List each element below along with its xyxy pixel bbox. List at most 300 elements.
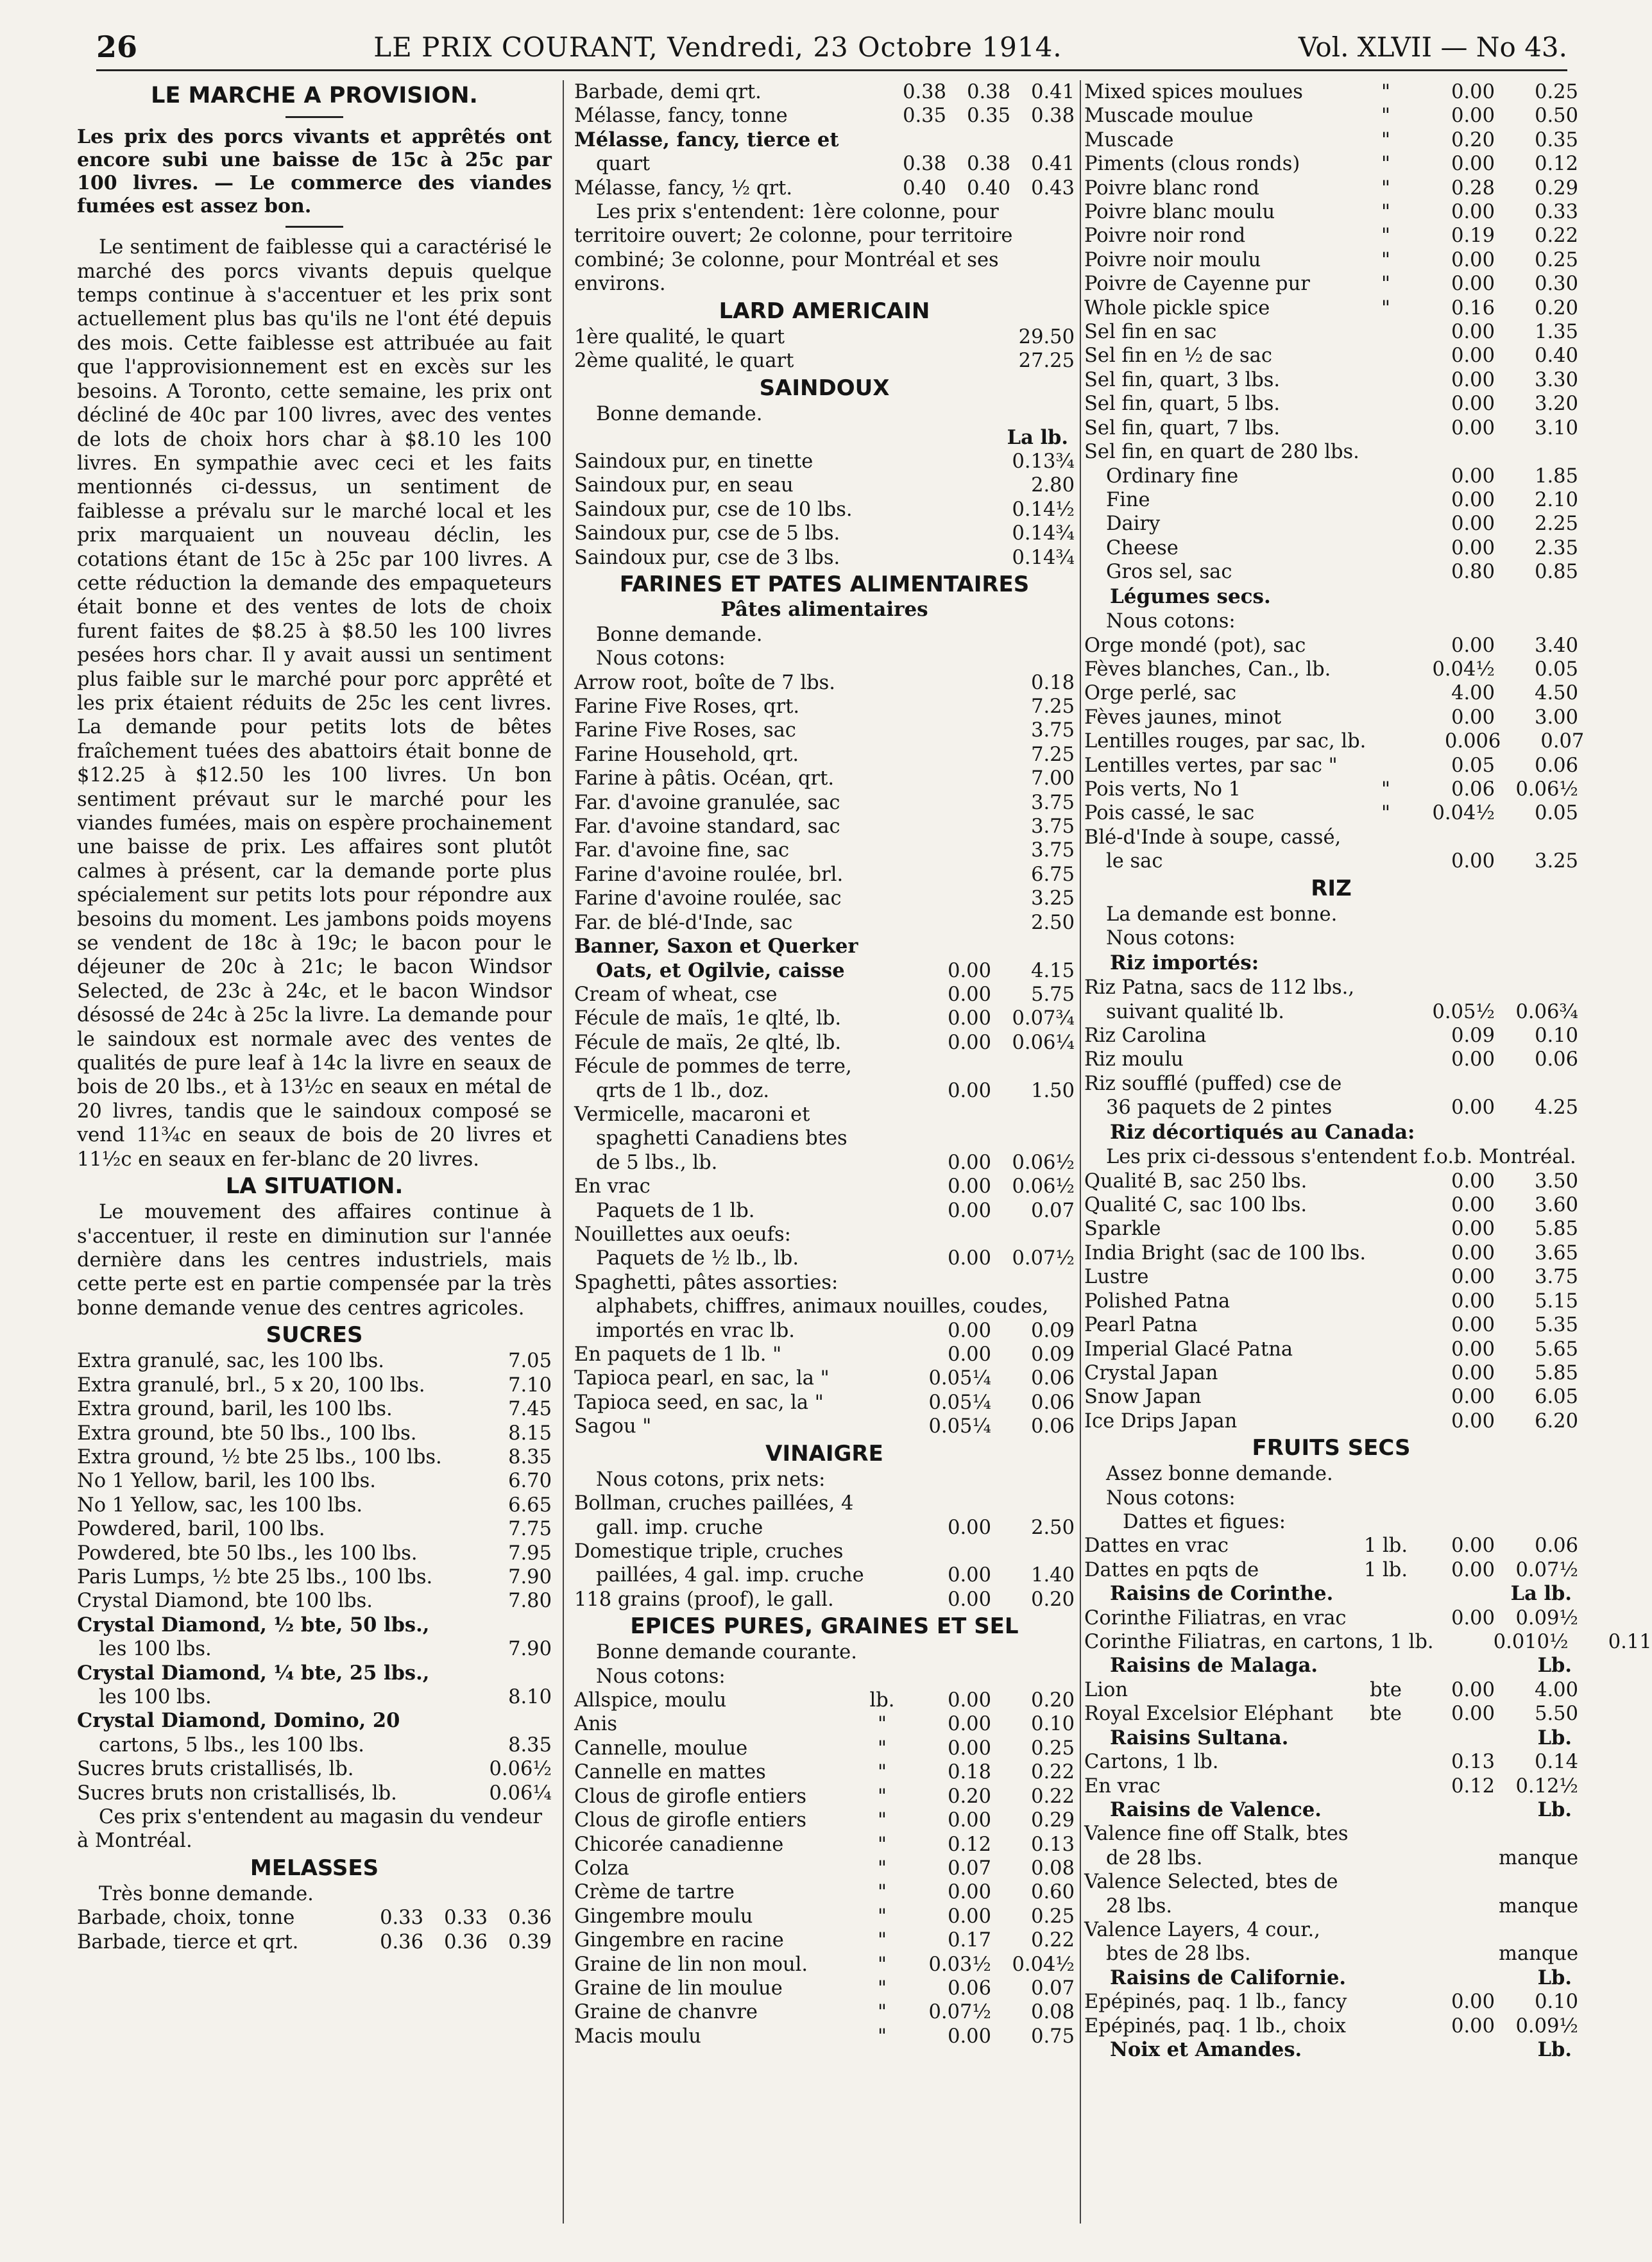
price-row — [574, 450, 1075, 473]
price-min: 0.19 — [1451, 225, 1495, 248]
item-unit: " — [1381, 176, 1391, 200]
price-min: 0.00 — [948, 1905, 991, 1928]
price-col-1 — [882, 128, 946, 152]
item-label: Crystal Diamond, ½ bte, 50 lbs., — [77, 1613, 430, 1637]
price-row — [77, 1469, 552, 1493]
price-max: 1.40 — [1031, 1564, 1075, 1587]
price-row — [77, 1757, 552, 1781]
item-label: qrts de 1 lb., doz. — [596, 1079, 770, 1102]
price-max: 0.13 — [1031, 1833, 1075, 1856]
price-min — [908, 1103, 991, 1127]
fruits-note-2: Nous cotons: — [1106, 1486, 1236, 1509]
page-header — [96, 24, 1567, 71]
price-col-1: 0.38 — [903, 81, 946, 103]
epices-note: Bonne demande courante. — [596, 1641, 857, 1664]
item-label: Riz soufflé (puffed) cse de — [1084, 1072, 1342, 1095]
item-label: Farine Five Roses, sac — [574, 719, 796, 742]
price-max: 0.22 — [1031, 1761, 1075, 1784]
price-max: 0.07 — [1031, 1199, 1075, 1222]
item-label: Sel fin, quart, 5 lbs. — [1084, 393, 1281, 416]
price-min: 0.00 — [1451, 368, 1495, 391]
noix-heading: Noix et Amandes. — [1110, 2037, 1302, 2061]
vinaigre-table — [574, 1492, 1075, 1611]
price-min: 0.006 — [1445, 730, 1501, 753]
price-row — [1084, 440, 1578, 464]
price-row — [1084, 778, 1578, 801]
price-row — [1084, 80, 1578, 104]
price-min: 0.06 — [948, 1977, 991, 2000]
price-row — [77, 1589, 552, 1613]
price-value: 0.14¾ — [1012, 546, 1075, 569]
price-row — [1084, 296, 1578, 320]
price-value: 0.13¾ — [1012, 450, 1075, 473]
price-min — [908, 743, 991, 767]
price-row — [574, 176, 1075, 200]
farines-heading: FARINES ET PATES ALIMENTAIRES — [619, 572, 1030, 598]
price-row — [574, 152, 1075, 176]
price-min: 0.00 — [1451, 1703, 1495, 1726]
price-row — [574, 325, 1075, 349]
price-value: 0.14¾ — [1012, 522, 1075, 545]
item-unit — [1360, 464, 1411, 488]
price-min — [908, 863, 991, 887]
item-unit — [1360, 512, 1411, 536]
item-label: Arrow root, boîte de 7 lbs. — [574, 671, 835, 694]
price-row — [574, 1540, 1075, 1563]
item-label: Orge mondé (pot), sac — [1084, 634, 1306, 657]
item-unit — [1360, 1750, 1411, 1774]
item-unit: bte — [1370, 1703, 1402, 1726]
price-row — [574, 1175, 1075, 1198]
price-max: 3.75 — [1031, 815, 1075, 838]
item-unit: " — [877, 1953, 887, 1976]
price-row — [1084, 1409, 1578, 1433]
price-col-2: 0.38 — [967, 153, 1010, 176]
item-label: Cheese — [1106, 536, 1179, 559]
item-label: Sagou " — [574, 1415, 652, 1438]
item-unit: " — [877, 1809, 887, 1832]
price-max: 4.25 — [1535, 1096, 1578, 1119]
item-unit — [1360, 681, 1411, 705]
vinaigre-note: Nous cotons, prix nets: — [596, 1468, 826, 1491]
price-min — [908, 887, 991, 910]
item-label: Crystal Diamond, bte 100 lbs. — [77, 1590, 373, 1613]
price-max: 7.00 — [1031, 767, 1075, 790]
item-label: Fécule de maïs, 2e qlté, lb. — [574, 1031, 842, 1054]
item-unit: bte — [1370, 1678, 1402, 1701]
price-max: 2.25 — [1535, 513, 1578, 536]
price-max — [1495, 1072, 1578, 1096]
price-min — [908, 791, 991, 815]
price-max: 0.10 — [1535, 1025, 1578, 1047]
price-max: 0.14 — [1535, 1751, 1578, 1774]
price-max: 3.25 — [1535, 850, 1578, 873]
item-label: Paquets de 1 lb. — [596, 1199, 755, 1222]
price-value — [1495, 1870, 1578, 1894]
item-unit: 1 lb. — [1363, 1558, 1408, 1581]
price-row — [574, 1343, 1075, 1366]
item-label: Imperial Glacé Patna — [1084, 1338, 1293, 1361]
price-min: 0.00 — [948, 1881, 991, 1904]
price-row — [574, 1246, 1075, 1270]
item-label: Paquets de ½ lb., lb. — [596, 1247, 799, 1270]
price-row — [1084, 1702, 1578, 1726]
item-label: Barbade, tierce et qrt. — [77, 1930, 299, 1953]
price-min: 0.00 — [948, 1588, 991, 1611]
price-min — [908, 671, 991, 695]
price-row — [574, 1712, 1075, 1736]
price-value: 7.95 — [508, 1542, 552, 1565]
price-row — [1084, 536, 1578, 560]
item-label: Pois verts, No 1 — [1084, 778, 1241, 801]
item-label: Poivre blanc moulu — [1084, 201, 1275, 224]
item-label: Crystal Diamond, ¼ bte, 25 lbs., — [77, 1661, 430, 1685]
price-row — [1084, 200, 1578, 224]
price-min: 0.00 — [1451, 1361, 1495, 1384]
item-label: Anis — [574, 1713, 618, 1736]
price-row — [574, 1103, 1075, 1127]
price-max — [991, 1055, 1075, 1078]
price-max: 0.11 — [1608, 1631, 1652, 1654]
price-max: 0.05 — [1535, 658, 1578, 681]
sultana-unit: Lb. — [1537, 1726, 1572, 1749]
item-label: Riz Patna, sacs de 112 lbs., — [1084, 976, 1355, 999]
item-label: Saindoux pur, en tinette — [574, 450, 813, 473]
price-row — [77, 1517, 552, 1541]
price-max: 0.06½ — [1012, 1175, 1075, 1198]
item-unit — [1366, 729, 1417, 753]
price-row — [1084, 488, 1578, 512]
item-label: Epépinés, paq. 1 lb., fancy — [1084, 1991, 1347, 2014]
price-row — [574, 1415, 1075, 1438]
price-max: 0.07 — [1031, 1977, 1075, 2000]
price-col-1: 0.35 — [903, 105, 946, 128]
item-label: quart — [596, 153, 651, 176]
price-row — [574, 983, 1075, 1007]
price-col-2: 0.33 — [444, 1907, 488, 1930]
price-max: 5.75 — [1031, 983, 1075, 1006]
item-label: Tapioca seed, en sac, la " — [574, 1391, 824, 1414]
item-label: Extra granulé, sac, les 100 lbs. — [77, 1350, 384, 1373]
price-min: 0.00 — [1451, 1289, 1495, 1313]
price-row — [1084, 1894, 1578, 1918]
price-col-3: 0.41 — [1031, 81, 1075, 103]
item-label: btes de 28 lbs. — [1106, 1943, 1251, 1966]
price-min — [908, 911, 991, 935]
item-unit: " — [1381, 153, 1391, 176]
price-row — [77, 1542, 552, 1565]
price-max: 0.07½ — [1515, 1558, 1578, 1581]
item-label: Muscade — [1084, 128, 1174, 151]
price-max: 7.25 — [1031, 695, 1075, 719]
item-label: Oats, et Ogilvie, caisse — [596, 958, 845, 982]
item-label: gall. imp. cruche — [596, 1516, 763, 1539]
price-max: 0.10 — [1031, 1713, 1075, 1736]
price-row — [1084, 1385, 1578, 1409]
price-min: 0.00 — [1451, 1606, 1495, 1629]
item-label: Lustre — [1084, 1266, 1149, 1289]
sultana-heading-row — [1084, 1726, 1578, 1750]
price-max: 0.60 — [1031, 1881, 1075, 1904]
price-min: 0.05¼ — [928, 1391, 991, 1414]
item-label: Clous de girofle entiers — [574, 1785, 807, 1808]
fruits-note-3: Dattes et figues: — [1123, 1511, 1286, 1534]
price-min: 4.00 — [1451, 682, 1495, 705]
price-min: 0.17 — [948, 1929, 991, 1952]
price-max — [991, 935, 1075, 958]
item-label: spaghetti Canadiens btes — [596, 1127, 847, 1150]
item-label: Sel fin en ½ de sac — [1084, 344, 1272, 368]
price-max: 0.06½ — [1012, 1151, 1075, 1174]
fruits-heading: FRUITS SECS — [1252, 1435, 1411, 1461]
price-max: 0.12½ — [1515, 1774, 1578, 1798]
price-min — [908, 935, 991, 958]
price-min: 0.13 — [1451, 1751, 1495, 1774]
pates-table — [574, 671, 1075, 1439]
price-max: 0.40 — [1535, 344, 1578, 368]
price-min: 0.00 — [948, 1031, 991, 1054]
item-label: Colza — [574, 1857, 629, 1880]
price-col-1: 0.33 — [380, 1907, 423, 1930]
price-row — [1084, 1265, 1578, 1289]
price-row — [574, 1366, 1075, 1390]
lard-table — [574, 325, 1075, 373]
price-max: 5.85 — [1535, 1218, 1578, 1241]
item-label: Mélasse, fancy, ½ qrt. — [574, 176, 793, 200]
item-label: Sel fin, en quart de 280 lbs. — [1084, 441, 1359, 464]
price-value — [468, 1709, 552, 1733]
price-value: 29.50 — [1018, 325, 1075, 348]
item-label: Farine d'avoine roulée, sac — [574, 887, 842, 910]
item-label: Mélasse, fancy, tierce et — [574, 128, 839, 151]
price-min: 0.00 — [1451, 1386, 1495, 1409]
item-label: Royal Excelsior Eléphant — [1084, 1703, 1333, 1726]
price-max — [991, 1540, 1075, 1563]
item-label: Extra ground, ½ bte 25 lbs., 100 lbs. — [77, 1445, 442, 1468]
price-min: 0.00 — [1451, 1678, 1495, 1701]
price-row — [1084, 754, 1578, 778]
sultana-heading: Raisins Sultana. — [1110, 1726, 1289, 1749]
saindoux-heading: SAINDOUX — [759, 375, 890, 401]
item-label: Farine à pâtis. Océan, qrt. — [574, 767, 835, 790]
item-unit — [1360, 849, 1411, 873]
price-value: 8.35 — [508, 1445, 552, 1468]
article-body: Le sentiment de faiblesse qui a caractérisé le marché des porcs vivants depuis quelque temps continue à s'accentuer et les prix sont actuellement plus bas qu'ils ne l'ont été depuis des mois. Cette faiblesse est attribuée au fait que l'approvisionnement est en excès sur les besoins. A Toronto, cette semaine, les prix ont décliné de 40c par 100 livres, avec des ventes de lots de choix hors char à $8.10 les 100 livres. En sympathie avec ceci et les faits mentionnés ci-dessus, un sentiment de faiblesse a prévalu sur le marché local et les prix marquaient un nouveau déclin, les cotations étant de 15c à 25c par 100 livres. A cette réduction la demande des empaqueteurs était bonne et des ventes de lots de choix furent faites de $8.25 à $8.50 les 100 livres pesées hors char. Il y avait aussi un sentiment plus faible sur le marché pour porc apprêté et les prix étaient réduits de 25c les cent livres. La demande pour petits lots de bêtes fraîchement tuées des abattoirs était bonne de $12.25 à $12.50 les 100 livres. Un bon sentiment prévaut sur le marché pour les viandes fumées, mais on espère prochainement une baisse de prix. Les affaires sont plutôt calmes à présent, car la demande porte plus spécialement sur petits lots pour répondre aux besoins du moment. Les jambons poids moyens se vendent de 18c à 19c; le bacon pour le déjeuner de 20c à 21c; le bacon Windsor Selected, de 23c à 24c, et le bacon Windsor désossé de 24c à 25c la livre. La demande pour le saindoux est normale avec des ventes de qualités de pure leaf à 14c la livre en seaux de bois de 20 lbs., et à 13½c en seaux en métal de 20 livres, tandis que le saindoux composé se vend 11¾c en seaux de bois de 20 livres et 11½c en seaux en fer-blanc de 20 livres. — [77, 236, 552, 1171]
price-min: 0.00 — [948, 1319, 991, 1342]
item-label: Far. d'avoine granulée, sac — [574, 791, 840, 814]
price-row — [574, 1833, 1075, 1857]
price-min: 0.00 — [1451, 1169, 1495, 1193]
item-label: Dattes en vrac — [1084, 1535, 1229, 1558]
price-row — [574, 546, 1075, 570]
item-unit — [1360, 976, 1411, 999]
corinthe-unit: La lb. — [1510, 1582, 1572, 1606]
price-max: 0.06 — [1031, 1415, 1075, 1438]
price-max: 0.06 — [1031, 1367, 1075, 1390]
price-min: 0.00 — [1451, 1409, 1495, 1433]
item-label: importés en vrac lb. — [596, 1319, 795, 1342]
item-label: Sucres bruts cristallisés, lb. — [77, 1758, 354, 1781]
price-col-3 — [1010, 128, 1075, 152]
price-min: 0.00 — [948, 1809, 991, 1832]
price-min: 0.00 — [948, 1343, 991, 1366]
item-label: No 1 Yellow, sac, les 100 lbs. — [77, 1493, 363, 1517]
noix-unit: Lb. — [1537, 2037, 1572, 2061]
price-min: 0.00 — [1451, 1218, 1495, 1241]
item-unit: " — [1381, 296, 1391, 319]
price-col-3: 0.41 — [1031, 153, 1075, 176]
item-unit — [1360, 754, 1411, 778]
noix-heading-row — [1084, 2038, 1578, 2062]
item-label: India Bright (sac de 100 lbs. — [1084, 1241, 1367, 1264]
item-label: Lion — [1084, 1678, 1128, 1701]
price-max: 5.65 — [1535, 1338, 1578, 1361]
price-row — [574, 1199, 1075, 1223]
price-col-2: 0.40 — [967, 176, 1010, 200]
price-row — [1084, 1870, 1578, 1894]
price-max — [1495, 826, 1578, 849]
item-unit: " — [877, 1857, 887, 1880]
price-row — [574, 1977, 1075, 2000]
price-row — [77, 1906, 552, 1930]
price-row — [574, 1737, 1075, 1760]
item-label: Dairy — [1106, 513, 1161, 536]
item-label: Saindoux pur, cse de 3 lbs. — [574, 546, 840, 569]
item-label: Barbade, demi qrt. — [574, 81, 762, 103]
price-row — [77, 1782, 552, 1805]
dattes-table — [1084, 1534, 1578, 1582]
price-min: 0.20 — [1451, 128, 1495, 151]
price-value: manque — [1499, 1894, 1578, 1918]
price-row — [1084, 248, 1578, 272]
item-unit — [1360, 368, 1411, 392]
price-row — [1084, 1048, 1578, 1071]
item-label: cartons, 5 lbs., les 100 lbs. — [99, 1733, 364, 1756]
price-row — [1084, 801, 1578, 825]
price-row — [574, 1127, 1075, 1150]
price-value: 2.80 — [1031, 474, 1075, 497]
price-max: 0.08 — [1031, 1857, 1075, 1880]
price-min — [908, 1127, 991, 1150]
price-value — [1495, 1822, 1578, 1846]
valence-heading-row — [1084, 1798, 1578, 1822]
column-divider — [563, 80, 564, 2224]
price-min — [908, 695, 991, 719]
price-max: 0.30 — [1535, 273, 1578, 296]
price-row — [1084, 1024, 1578, 1048]
price-min — [1411, 826, 1495, 849]
item-unit — [1360, 416, 1411, 440]
price-max: 0.06¼ — [1012, 1031, 1075, 1054]
price-row — [574, 498, 1075, 522]
item-label: Polished Patna — [1084, 1289, 1230, 1313]
item-unit: " — [1381, 802, 1391, 825]
item-unit — [1360, 1774, 1411, 1798]
price-min: 0.00 — [948, 1689, 991, 1712]
price-max: 0.18 — [1031, 671, 1075, 694]
price-max: 0.09½ — [1515, 1606, 1578, 1629]
price-col-3: 0.36 — [508, 1907, 552, 1930]
price-row — [1084, 729, 1585, 753]
price-row — [574, 1055, 1075, 1078]
price-row — [77, 1613, 552, 1637]
price-value: 0.14½ — [1012, 498, 1075, 521]
price-min — [1411, 440, 1495, 464]
item-label: 28 lbs. — [1106, 1894, 1173, 1918]
item-label: Chicorée canadienne — [574, 1833, 784, 1856]
price-row — [77, 1493, 552, 1517]
price-max: 3.40 — [1535, 634, 1578, 657]
price-col-2 — [946, 128, 1010, 152]
price-max: 6.20 — [1535, 1409, 1578, 1433]
item-label: Lentilles rouges, par sac, lb. — [1084, 730, 1367, 753]
price-row — [574, 671, 1075, 695]
price-min: 0.00 — [1451, 1535, 1495, 1558]
item-label: Ice Drips Japan — [1084, 1409, 1238, 1433]
price-row — [1084, 1000, 1578, 1024]
price-row — [1084, 1289, 1578, 1313]
price-row — [574, 1808, 1075, 1832]
price-min: 0.00 — [1451, 248, 1495, 271]
price-row — [574, 1007, 1075, 1030]
divider — [285, 226, 343, 228]
price-row — [1084, 1990, 1578, 2014]
item-label: Macis moulu — [574, 2025, 701, 2048]
riz-canada-table — [1084, 1169, 1578, 1433]
riz-canada-heading: Riz décortiqués au Canada: — [1110, 1120, 1415, 1144]
price-row — [1084, 826, 1578, 849]
price-value: 7.80 — [508, 1590, 552, 1613]
price-min — [908, 1223, 991, 1246]
price-min: 0.12 — [1451, 1774, 1495, 1798]
epices-note-2: Nous cotons: — [596, 1665, 726, 1688]
price-value — [468, 1613, 552, 1637]
publication-title: LE PRIX COURANT, Vendredi, 23 Octobre 1914. — [373, 31, 1062, 63]
item-label: 36 paquets de 2 pintes — [1106, 1096, 1333, 1119]
price-min: 0.00 — [1451, 344, 1495, 368]
price-row — [574, 1391, 1075, 1415]
price-max — [991, 1127, 1075, 1150]
item-label: Fécule de maïs, 1e qlté, lb. — [574, 1007, 842, 1030]
price-min: 0.16 — [1451, 296, 1495, 319]
item-unit: " — [877, 1713, 887, 1736]
price-max: 6.05 — [1535, 1386, 1578, 1409]
riz-table — [1084, 976, 1578, 1119]
price-min: 0.00 — [1451, 706, 1495, 729]
legumes-table — [1084, 634, 1585, 874]
price-min: 0.00 — [948, 1175, 991, 1198]
price-value: 0.06¼ — [489, 1782, 552, 1805]
item-label: Riz Carolina — [1084, 1025, 1207, 1047]
price-row — [77, 1930, 552, 1954]
price-max: 5.35 — [1535, 1314, 1578, 1337]
item-label: Vermicelle, macaroni et — [574, 1103, 810, 1126]
price-min: 0.00 — [948, 1737, 991, 1760]
price-value: manque — [1499, 1846, 1578, 1869]
price-min: 0.00 — [1451, 634, 1495, 657]
price-max: 5.15 — [1535, 1289, 1578, 1313]
price-max: 2.10 — [1535, 488, 1578, 511]
item-label: Fèves jaunes, minot — [1084, 706, 1282, 729]
price-row — [574, 1563, 1075, 1587]
price-min: 0.00 — [948, 959, 991, 982]
price-row — [574, 935, 1075, 958]
melasses-table — [77, 1906, 552, 1954]
price-max: 2.50 — [1031, 1516, 1075, 1539]
price-max: 0.07 — [1540, 730, 1585, 753]
item-unit: " — [877, 1761, 887, 1784]
item-label: Mixed spices moulues — [1084, 81, 1303, 103]
